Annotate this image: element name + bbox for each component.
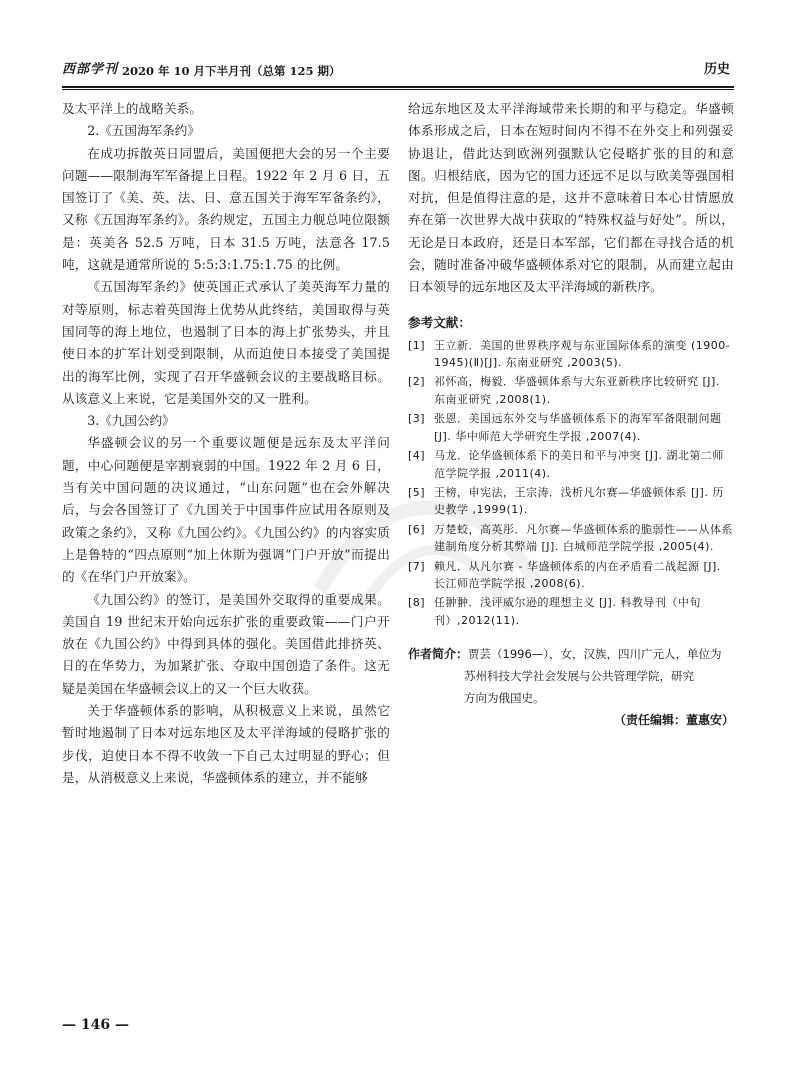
paragraph: 《九国公约》的签订，是美国外交取得的重要成果。美国自 19 世纪末开始向远东扩张的重要政策——门户开放在《九国公约》中得到具体的强化。美国借此排挤英、日的在华势力，为加紧扩张、夺取中国创造了条件。这无疑是美国在华盛顿会议上的又一个巨大收获。	[62, 591, 390, 696]
paragraph: 《五国海军条约》使英国正式承认了美英海军力量的对等原则，标志着英国海上优势从此终结，美国取得与英国同等的海上地位，也遏制了日本的海上扩张势头，并且使日本的扩军计划受到限制，从而迫使日本接受了美国提出的海军比例，实现了召开华盛顿会议的主要战略目标。从该意义上来说，它是美国外交的又一胜利。	[62, 279, 390, 406]
reference-item	[408, 521, 734, 556]
reference-number: [4]	[408, 449, 426, 463]
journal-logo: 西部学刊	[62, 62, 119, 77]
reference-text: 万楚蛟，高英彤．凡尔赛—华盛顿体系的脆弱性——从体系建制角度分析其弊端 [J]. 白城师范学院学报 ,2005(4).	[434, 522, 733, 554]
reference-item	[408, 447, 734, 482]
reference-number: [6]	[408, 522, 426, 536]
author-text: 方向为俄国史。	[464, 691, 545, 706]
section-label: 历史	[703, 62, 730, 77]
reference-text: 王立新．美国的世界秩序观与东亚国际体系的演变 (1900-1945)(Ⅱ)[J]. 东南亚研究 ,2003(5).	[434, 338, 731, 370]
responsible-editor: （责任编辑：董惠安）	[613, 713, 734, 728]
reference-item	[408, 410, 734, 445]
reference-item	[408, 373, 734, 408]
paragraph: 在成功拆散英日同盟后，美国便把大会的另一个主要问题——限制海军军备提上日程。1922 年 2 月 6 日，五国签订了《美、英、法、日、意五国关于海军军备条约》，又称《五国海军条约》。条约规定，五国主力舰总吨位限额是：英美各 52.5 万吨，日本 31.5 万吨，法意各 17.5 吨，这就是通常所说的 5:5:3:1.75:1.75 的比例。	[62, 145, 390, 273]
author-bio	[408, 643, 734, 709]
reference-number: [3]	[408, 412, 426, 426]
page-header	[62, 62, 734, 82]
references-title: 参考文献：	[408, 314, 471, 330]
reference-number: [7]	[408, 559, 426, 573]
left-column	[62, 98, 390, 789]
header-rule-thin	[62, 89, 734, 90]
reference-number: [1]	[408, 338, 426, 352]
author-text: 贾芸（1996—），女，汉族，四川广元人，单位为	[468, 647, 722, 662]
right-column	[408, 98, 734, 731]
author-text: 苏州科技大学社会发展与公共管理学院，研究	[464, 669, 694, 684]
reference-item	[408, 337, 734, 372]
reference-item	[408, 594, 734, 629]
reference-text: 马龙．论华盛顿体系下的美日和平与冲突 [J]. 湖北第二师范学院学报 ,2011(4).	[434, 449, 724, 480]
section-heading: 2.《五国海军条约》	[87, 123, 200, 139]
header-rule	[62, 86, 734, 88]
paragraph: 及太平洋上的战略关系。	[62, 101, 203, 116]
reference-text: 赖凡．从凡尔赛 - 华盛顿体系的内在矛盾看二战起源 [J]. 长江师范学院学报 ,2008(6).	[434, 559, 721, 590]
reference-text: 王榜，申宪法，王宗涛．浅析凡尔赛—华盛顿体系 [J]. 历史教学 ,1999(1).	[434, 485, 724, 517]
reference-item	[408, 558, 734, 593]
paragraph: 给远东地区及太平洋海域带来长期的和平与稳定。华盛顿体系形成之后，日本在短时间内不得不在外交上和列强妥协退让，借此达到欧洲列强默认它侵略扩张的目的和意图。归根结底，因为它的国力还远不足以与欧美等强国相对抗，但是值得注意的是，这并不意味着日本心甘情愿放弃在第一次世界大战中获取的“特殊权益与好处”。所以，无论是日本政府，还是日本军部，它们都在寻找合适的机会，随时准备冲破华盛顿体系对它的限制，从而建立起由日本领导的远东地区及太平洋海域的新秩序。	[408, 101, 734, 295]
page-number: — 146 —	[62, 1017, 129, 1033]
issue-info: 2020 年 10 月下半月刊（总第 125 期）	[122, 64, 341, 78]
paragraph: 华盛顿会议的另一个重要议题便是远东及太平洋问题，中心问题便是宰割衰弱的中国。1922 年 2 月 6 日，当有关中国问题的决议通过，“山东问题”也在会外解决后，与会各国签订了《九国关于中国事件应试用各原则及政策之条约》，又称《九国公约》。《九国公约》的内容实质上是鲁特的“四点原则”加上休斯为强调“门户开放”而提出的《在华门户开放案》。	[62, 435, 390, 585]
reference-item	[408, 484, 734, 519]
references-list	[408, 337, 734, 630]
reference-text: 祁怀高，梅毅．华盛顿体系与大东亚新秩序比较研究 [J]. 东南亚研究 ,2008(1).	[434, 375, 720, 406]
reference-number: [8]	[408, 596, 426, 610]
paragraph: 关于华盛顿体系的影响，从积极意义上来说，虽然它暂时地遏制了日本对远东地区及太平洋海域的侵略扩张的步伐，迫使日本不得不收敛一下自己太过明显的野心；但是，从消极意义上来说，华盛顿体系的建立，并不能够	[62, 703, 390, 785]
reference-text: 任翀翀．浅评威尔逊的理想主义 [J]. 科教导刊（中旬刊）,2012(11).	[434, 596, 701, 627]
reference-text: 张恩．美国远东外交与华盛顿体系下的海军军备限制问题 [J]. 华中师范大学研究生学报 ,2007(4).	[434, 412, 722, 443]
author-label: 作者简介：	[408, 647, 469, 662]
section-heading: 3.《九国公约》	[87, 413, 175, 429]
reference-number: [2]	[408, 375, 426, 389]
reference-number: [5]	[408, 485, 426, 499]
